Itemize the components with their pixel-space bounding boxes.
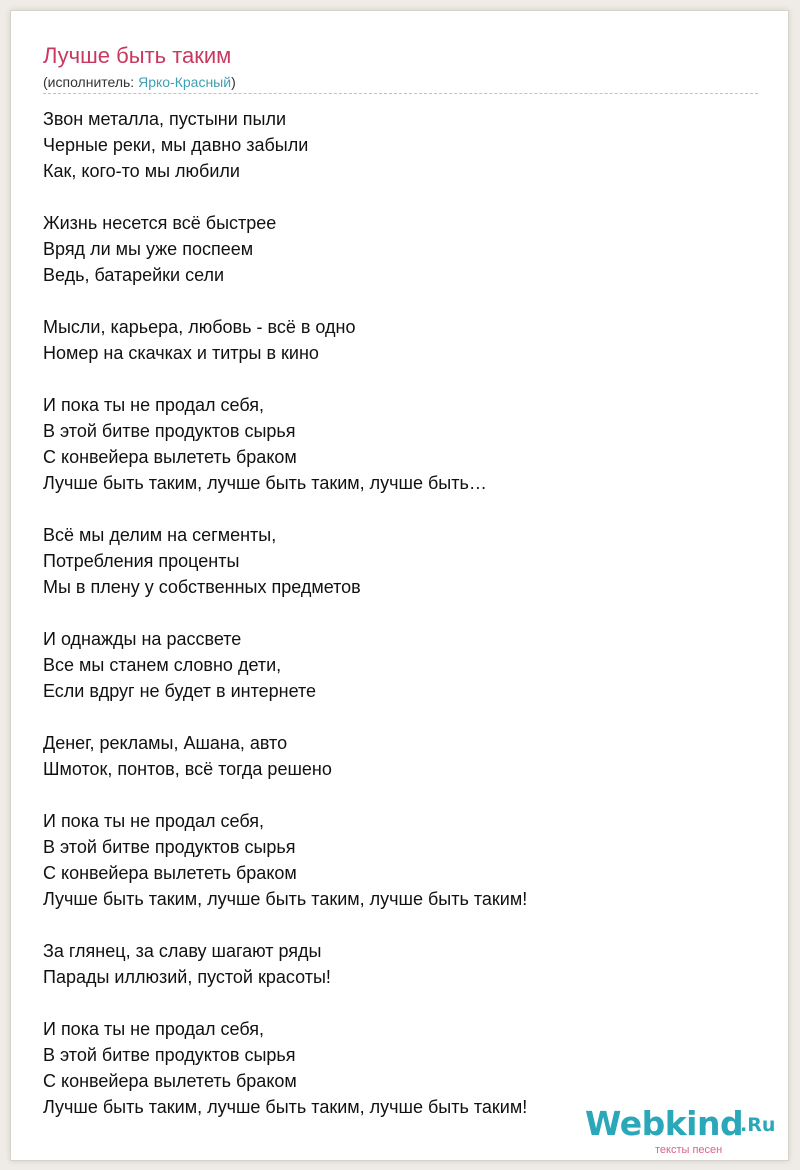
- artist-link[interactable]: Ярко-Красный: [138, 74, 232, 90]
- lyrics-line: Жизнь несется всё быстрее: [43, 213, 277, 233]
- song-title: Лучше быть таким: [43, 43, 232, 68]
- artist-prefix: (исполнитель:: [43, 74, 139, 90]
- lyrics-line: В этой битве продуктов сырья: [43, 421, 296, 441]
- lyrics-line: И пока ты не продал себя,: [43, 1019, 264, 1039]
- lyrics-line: Всё мы делим на сегменты,: [43, 525, 277, 545]
- lyrics-line: Денег, рекламы, Ашана, авто: [43, 733, 288, 753]
- lyrics-body: [43, 106, 763, 1146]
- lyrics-stanza: [43, 808, 763, 912]
- lyrics-line: Ведь, батарейки сели: [43, 265, 225, 285]
- lyrics-line: Лучше быть таким, лучше быть таким, лучше быть таким!: [43, 889, 528, 909]
- logo-wordmark: Webkind: [585, 1104, 744, 1143]
- lyrics-stanza: [43, 210, 763, 288]
- lyrics-stanza: [43, 392, 763, 496]
- logo-domain: .Ru: [740, 1114, 776, 1136]
- artist-line: [43, 74, 236, 90]
- lyrics-line: Черные реки, мы давно забыли: [43, 135, 309, 155]
- lyrics-line: Потребления проценты: [43, 551, 240, 571]
- lyrics-line: С конвейера вылететь браком: [43, 447, 297, 467]
- lyrics-stanza: [43, 730, 763, 782]
- lyrics-line: И пока ты не продал себя,: [43, 395, 264, 415]
- lyrics-line: Мысли, карьера, любовь - всё в одно: [43, 317, 356, 337]
- lyrics-line: Как, кого-то мы любили: [43, 161, 240, 181]
- artist-suffix: ): [231, 74, 236, 90]
- logo-subtitle: тексты песен: [655, 1144, 723, 1156]
- lyrics-line: И пока ты не продал себя,: [43, 811, 264, 831]
- lyrics-line: Лучше быть таким, лучше быть таким, лучше быть таким!: [43, 1097, 528, 1117]
- lyrics-line: Звон металла, пустыни пыли: [43, 109, 287, 129]
- lyrics-line: Все мы станем словно дети,: [43, 655, 282, 675]
- lyrics-line: Лучше быть таким, лучше быть таким, лучше быть…: [43, 473, 487, 493]
- lyrics-line: В этой битве продуктов сырья: [43, 1045, 296, 1065]
- lyrics-stanza: [43, 106, 763, 184]
- lyrics-line: В этой битве продуктов сырья: [43, 837, 296, 857]
- lyrics-stanza: [43, 314, 763, 366]
- lyrics-line: Мы в плену у собственных предметов: [43, 577, 361, 597]
- lyrics-line: Если вдруг не будет в интернете: [43, 681, 317, 701]
- title-divider: [43, 93, 758, 94]
- lyrics-stanza: [43, 626, 763, 704]
- lyrics-line: Шмоток, понтов, всё тогда решено: [43, 759, 332, 779]
- lyrics-line: С конвейера вылететь браком: [43, 863, 297, 883]
- lyrics-line: С конвейера вылететь браком: [43, 1071, 297, 1091]
- lyrics-stanza: [43, 938, 763, 990]
- lyrics-line: Номер на скачках и титры в кино: [43, 343, 319, 363]
- lyrics-line: Вряд ли мы уже поспеем: [43, 239, 254, 259]
- lyrics-line: За глянец, за славу шагают ряды: [43, 941, 322, 961]
- lyrics-sheet: [10, 10, 789, 1161]
- lyrics-stanza: [43, 522, 763, 600]
- site-logo[interactable]: [585, 1104, 785, 1160]
- lyrics-line: Парады иллюзий, пустой красоты!: [43, 967, 331, 987]
- lyrics-line: И однажды на рассвете: [43, 629, 242, 649]
